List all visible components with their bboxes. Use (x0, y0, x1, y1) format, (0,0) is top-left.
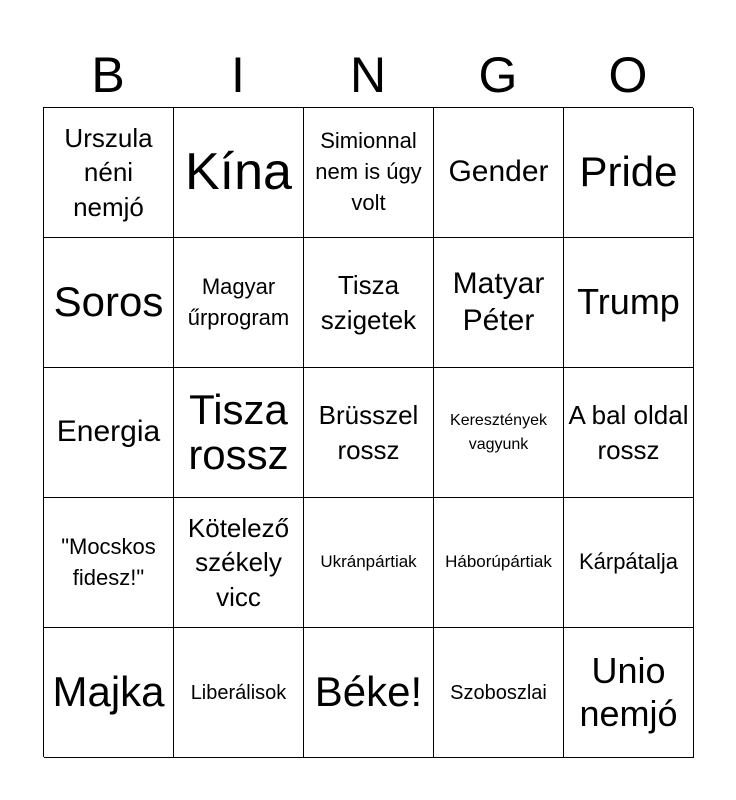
bingo-cell[interactable] (44, 498, 174, 628)
bingo-cell[interactable] (44, 238, 174, 368)
cell-text: Energia (56, 415, 161, 449)
bingo-cell[interactable] (304, 368, 434, 498)
bingo-cell[interactable] (44, 108, 174, 238)
bingo-cell[interactable] (44, 368, 174, 498)
cell-text: Pride (579, 148, 678, 196)
cell-text: A bal oldal rossz (568, 399, 689, 465)
bingo-cell[interactable] (434, 368, 564, 498)
cell-text: Tisza rossz (188, 386, 289, 478)
bingo-header (43, 44, 693, 106)
bingo-cell[interactable] (434, 238, 564, 368)
header-letter-i: I (231, 47, 245, 103)
bingo-cell[interactable] (174, 108, 304, 238)
cell-text: Keresztények vagyunk (450, 411, 547, 453)
cell-text: Ukránpártiak (320, 552, 417, 572)
bingo-board (43, 107, 693, 757)
bingo-cell[interactable] (174, 238, 304, 368)
cell-text: Béke! (314, 668, 423, 716)
bingo-cell[interactable] (174, 498, 304, 628)
cell-text: Majka (52, 668, 165, 716)
bingo-cell[interactable] (174, 368, 304, 498)
cell-text: Kárpátalja (578, 549, 679, 575)
cell-text: Kötelező székely vicc (187, 512, 290, 612)
cell-text: Magyar űrprogram (187, 273, 290, 330)
cell-text: Brüsszel rossz (318, 399, 419, 465)
cell-text: Simionnal nem is úgy volt (315, 128, 422, 215)
header-letter-o: O (608, 47, 648, 103)
bingo-cell[interactable] (304, 238, 434, 368)
bingo-cell[interactable] (304, 628, 434, 758)
cell-text: Matyar Péter (452, 266, 545, 337)
header-letter-n: N (349, 47, 387, 103)
cell-text: Trump (577, 281, 680, 323)
cell-text: Tisza szigetek (320, 269, 417, 335)
cell-text: "Mocskos fidesz!" (61, 533, 156, 590)
bingo-cell[interactable] (564, 238, 694, 368)
bingo-cell[interactable] (174, 628, 304, 758)
cell-text: Soros (53, 278, 164, 326)
cell-text: Unio nemjó (579, 650, 678, 734)
bingo-cell[interactable] (564, 628, 694, 758)
bingo-cell[interactable] (434, 498, 564, 628)
cell-text: Urszula néni nemjó (64, 122, 153, 222)
bingo-cell[interactable] (44, 628, 174, 758)
bingo-cell[interactable] (304, 498, 434, 628)
cell-text: Háborúpártiak (445, 552, 552, 572)
cell-text: Kína (185, 142, 292, 201)
bingo-cell[interactable] (564, 108, 694, 238)
cell-text: Gender (448, 155, 549, 189)
header-letter-g: G (478, 47, 518, 103)
bingo-cell[interactable] (304, 108, 434, 238)
header-letter-b: B (91, 47, 125, 103)
cell-text: Liberálisok (190, 681, 287, 704)
bingo-cell[interactable] (434, 108, 564, 238)
bingo-cell[interactable] (564, 498, 694, 628)
bingo-cell[interactable] (564, 368, 694, 498)
bingo-cell[interactable] (434, 628, 564, 758)
cell-text: Szoboszlai (450, 681, 547, 704)
